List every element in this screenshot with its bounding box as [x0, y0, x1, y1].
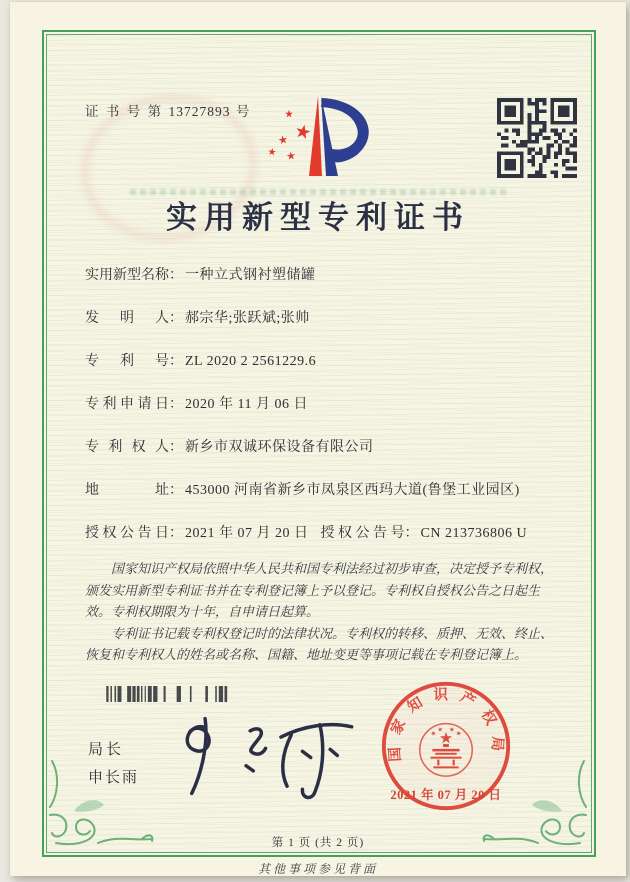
certificate-number-value: 13727893 [168, 104, 231, 119]
certificate-number-prefix: 证 书 号 第 [85, 104, 164, 119]
field-colon: ： [169, 397, 183, 412]
field-label: 授权公告日 [85, 526, 169, 541]
certificate-number [85, 100, 251, 120]
field-row-patent-number [85, 350, 316, 370]
legal-paragraph-1: 国家知识产权局依照中华人民共和国专利法经过初步审查，决定授予专利权，颁发实用新型专利证书并在专利登记簿上予以登记。专利权自授权公告之日起生效。专利权期限为十年，自申请日起算。 [85, 561, 554, 619]
field-colon: ： [169, 268, 183, 283]
legal-text [85, 558, 555, 666]
back-side-note: 其他事项参见背面 [257, 862, 378, 876]
field-row-patentee [85, 436, 374, 456]
cnipa-logo-icon [258, 88, 408, 196]
legal-paragraph-2: 专利证书记载专利权登记时的法律状况。专利权的转移、质押、无效、终止、恢复和专利权人的姓名或名称、国籍、地址变更等事项记载在专利登记簿上。 [85, 625, 554, 662]
field-label: 专利号 [85, 354, 169, 369]
field-row-filing-date [85, 393, 308, 413]
field-value: ZL 2020 2 2561229.6 [185, 354, 317, 369]
seal-ring-text: 国家知识产权局 [386, 687, 506, 763]
certificate-number-suffix: 号 [235, 104, 252, 119]
qr-code-icon [497, 98, 577, 178]
certificate-paper [10, 2, 626, 876]
field-label: 专利权人 [85, 440, 169, 455]
director-signature-icon [160, 712, 365, 800]
field-row-grant [85, 522, 527, 542]
corner-ornament-icon [46, 755, 156, 850]
field-value: 新乡市双诚环保设备有限公司 [185, 440, 374, 455]
seal-date: 2021 年 07 月 20 日 [390, 788, 502, 802]
field-value: 2021 年 07 月 20 日 [185, 526, 309, 541]
page-number: 第 1 页 (共 2 页) [271, 837, 365, 849]
field-colon: ： [404, 526, 419, 541]
field-colon: ： [169, 483, 183, 498]
field-colon: ： [169, 311, 183, 326]
field-label: 专利申请日 [85, 397, 169, 412]
field-value: 一种立式钢衬塑储罐 [185, 268, 316, 283]
field-grant-number [321, 526, 528, 541]
certificate-title: 实用新型专利证书 [166, 200, 470, 235]
field-value: 2020 年 11 月 06 日 [185, 397, 308, 412]
field-label: 实用新型名称 [85, 268, 169, 283]
signer-name: 申长雨 [88, 770, 140, 786]
field-colon: ： [169, 440, 183, 455]
field-label: 发明人 [85, 311, 169, 326]
field-value: CN 213736806 U [420, 526, 528, 541]
field-value: 郝宗华;张跃斌;张帅 [185, 311, 310, 326]
field-colon: ： [169, 526, 183, 541]
field-row-address [85, 479, 520, 499]
field-label: 地址 [85, 483, 169, 498]
field-label: 授权公告号 [320, 526, 405, 541]
field-row-name [85, 264, 316, 284]
field-colon: ： [169, 354, 183, 369]
field-row-inventors [85, 307, 310, 327]
field-value: 453000 河南省新乡市凤泉区西玛大道(鲁堡工业园区) [185, 483, 520, 498]
signer-title: 局长 [88, 742, 125, 758]
barcode-icon [100, 686, 246, 702]
corner-ornament-icon [480, 755, 590, 850]
